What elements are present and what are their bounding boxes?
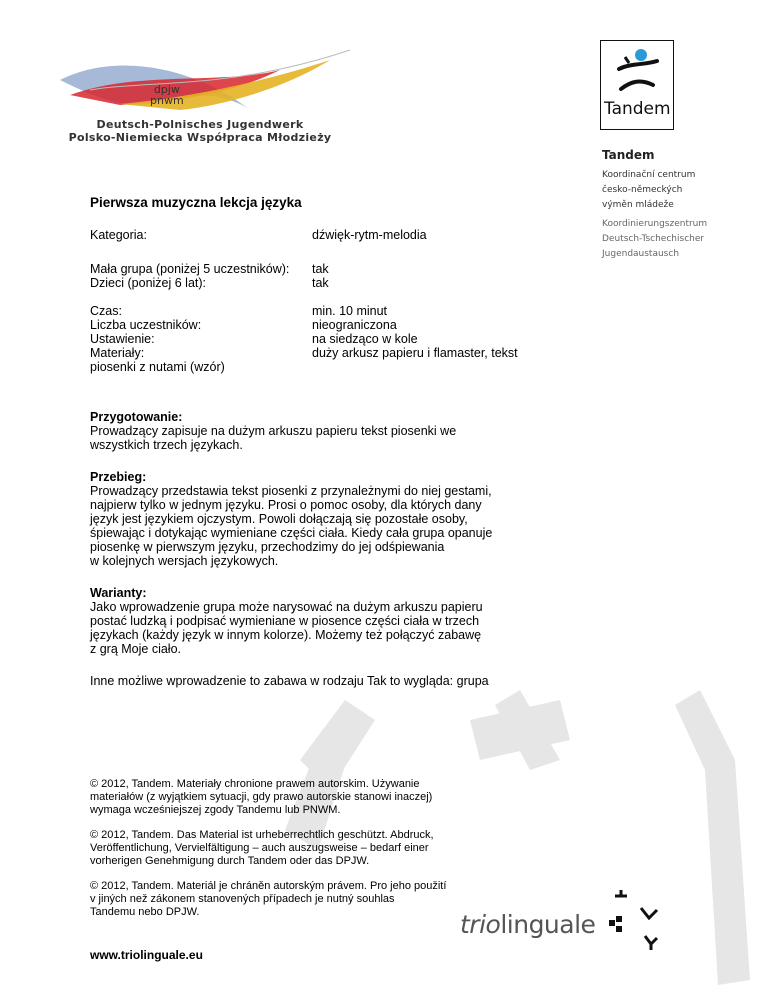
section-preparation: Przygotowanie: Prowadzący zapisuje na dużym arkuszu papieru tekst piosenki we wszystkich trzech językach. [90,410,457,452]
sidebar-cz: Koordinační centrum česko-německých výměn mládeže [602,170,696,210]
tandem-figure-icon [601,41,673,101]
section-course: Przebieg: Prowadzący przedstawia tekst piosenki z przynależnymi do niej gestami, najpierw tylko w jednym języku. Prosi o pomoc osoby, dla których dany język jest językiem ojczystym. Powoli dołączają się pozostałe osoby, śpiewając i dotykając wymieniane części ciała. Kiedy cała grupa opanuje piosenkę w pierwszym języku, przechodzimy do jej odśpiewania w kolejnych wersjach językowych. [90,470,493,568]
meta-row: Czas: min. 10 minut [90,304,388,318]
website-link[interactable]: www.triolinguale.eu [90,948,203,962]
copyright-footer [90,778,490,931]
sidebar-de: Koordinierungszentrum Deutsch-Tschechischer Jugendaustausch [602,219,708,259]
tandem-wordmark: Tandem [604,99,671,119]
copyright-pl: © 2012, Tandem. Materiały chronione prawem autorskim. Używanie materiałów (z wyjątkiem sytuacji, gdy prawo autorskie stanowi inaczej) wymaga wcześniejszej zgody Tandemu lub PNWM. [90,778,433,816]
dpjw-abbr: dpjw pnwm [150,83,184,107]
tandem-sidebar [602,148,762,262]
copyright-cz: © 2012, Tandem. Materiál je chráněn autorským právem. Pro jeho použití v jiných než zákonem stanovených případech je nutný souhlas Tandemu nebo DPJW. [90,880,447,918]
triolinguale-logo: triolinguale [460,910,596,939]
meta-row: Mała grupa (poniżej 5 uczestników): tak [90,262,329,276]
meta-row: Liczba uczestników: nieograniczona [90,318,397,332]
meta-row-tail: piosenki z nutami (wzór) [90,360,225,374]
section-other: Inne możliwe wprowadzenie to zabawa w rodzaju Tak to wygląda: grupa [90,674,489,688]
dpjw-name: Deutsch-Polnisches Jugendwerk Polsko-Niemiecka Współpraca Młodzieży [68,118,332,144]
copyright-de: © 2012, Tandem. Das Material ist urheberrechtlich geschützt. Abdruck, Veröffentlichung, Vervielfältigung – auch auszugsweise – bedarf einer vorherigen Genehmigung durch Tandem oder das DPJW. [90,829,434,867]
meta-row: Kategoria: dźwięk-rytm-melodia [90,228,427,242]
meta-row: Dzieci (poniżej 6 lat): tak [90,276,329,290]
meta-row: Ustawienie: na siedząco w kole [90,332,418,346]
page-title: Pierwsza muzyczna lekcja języka [90,195,302,210]
triolinguale-mark-icon [605,888,661,950]
sidebar-title: Tandem [602,148,655,162]
section-variants: Warianty: Jako wprowadzenie grupa może narysować na dużym arkuszu papieru postać ludzką i podpisać wymieniane w piosence części ciała w trzech językach (każdy język w innym kolorze). Możemy też połączyć zabawę z grą Moje ciało. [90,586,483,656]
meta-row: Materiały: duży arkusz papieru i flamaster, tekst [90,346,518,360]
document-body [90,196,570,688]
